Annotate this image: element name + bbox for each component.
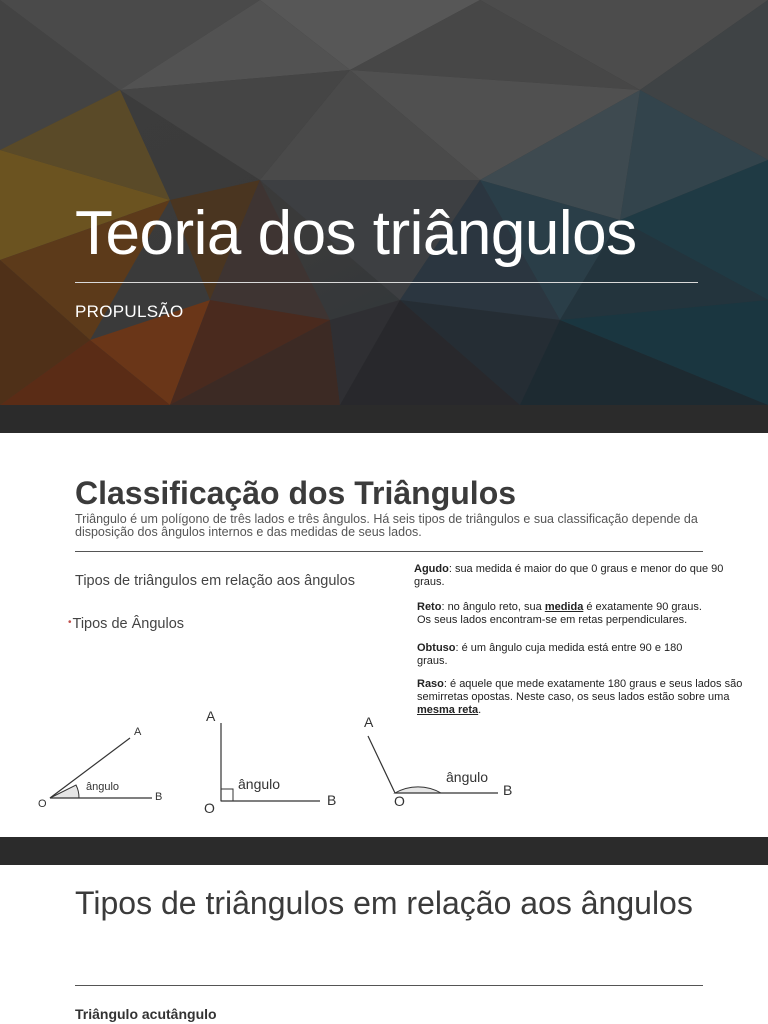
term-raso: Raso [417, 678, 444, 690]
triangle-types-slide [0, 865, 768, 1024]
text-reto-3: Os seus lados encontram-se em retas perpendiculares. [417, 614, 688, 626]
text-agudo: : sua medida é maior do que 0 graus e menor do que 90 graus. [414, 563, 724, 588]
right-label-o: O [204, 800, 215, 816]
acute-label-angle: ângulo [86, 781, 120, 793]
text-reto: : no ângulo reto, sua [441, 601, 545, 613]
obtuse-label-b: B [503, 782, 513, 798]
right-label-angle: ângulo [238, 776, 281, 792]
slide-title: Teoria dos triângulos [75, 199, 637, 268]
angle-diagrams [0, 703, 768, 837]
list-item-triangle-types: Tipos de triângulos em relação aos ângulos [75, 573, 355, 589]
acute-label-o: O [38, 798, 47, 810]
definition-reto [417, 601, 757, 627]
title-slide [0, 0, 768, 433]
bullet-icon: • [68, 617, 72, 628]
list-item-label: Tipos de Ângulos [72, 616, 185, 632]
text-raso-end: . [478, 704, 482, 716]
link-mesma-reta[interactable]: mesma reta [417, 704, 479, 716]
term-reto: Reto [417, 601, 442, 613]
heading-divider [75, 551, 703, 552]
title-divider [75, 282, 698, 283]
acute-label-a: A [134, 726, 142, 738]
right-label-a: A [206, 708, 216, 724]
definition-agudo [414, 563, 744, 589]
intro-text: Triângulo é um polígono de três lados e três ângulos. Há seis tipos de triângulos e sua classificação depende da disposição dos ângulos internos e das medidas de seus lados. [75, 512, 698, 539]
right-label-b: B [327, 792, 337, 808]
link-medida[interactable]: medida [544, 601, 584, 613]
definition-obtuso [417, 642, 707, 668]
heading-divider [75, 985, 703, 986]
acute-label-b: B [155, 791, 163, 803]
dark-band [0, 837, 768, 865]
slide-heading: Tipos de triângulos em relação aos ângulos [75, 885, 693, 921]
obtuse-label-o: O [394, 793, 405, 809]
right-angle-square [221, 789, 233, 801]
text-obtuso: : é um ângulo cuja medida está entre 90 e 180 graus. [417, 642, 683, 667]
list-item-angle-types [68, 616, 184, 632]
slide-subtitle: PROPULSÃO [75, 302, 184, 321]
classification-slide [0, 433, 768, 837]
right-angle-diagram [204, 708, 336, 816]
obtuse-ray-oa [368, 736, 395, 793]
obtuse-angle-diagram [364, 714, 512, 809]
term-agudo: Agudo [414, 563, 449, 575]
obtuse-label-angle: ângulo [446, 769, 489, 785]
text-raso: : é aquele que mede exatamente 180 graus e seus lados são semirretas opostas. Neste caso, os seus lados estão sobre uma [417, 678, 743, 703]
section-subtitle: Triângulo acutângulo [75, 1006, 217, 1022]
text-reto-2: é exatamente 90 graus. [583, 601, 702, 613]
acute-angle-diagram [38, 726, 162, 810]
slide-heading: Classificação dos Triângulos [75, 475, 517, 511]
obtuse-label-a: A [364, 714, 374, 730]
term-obtuso: Obtuso [417, 642, 456, 654]
dark-band [0, 405, 768, 433]
